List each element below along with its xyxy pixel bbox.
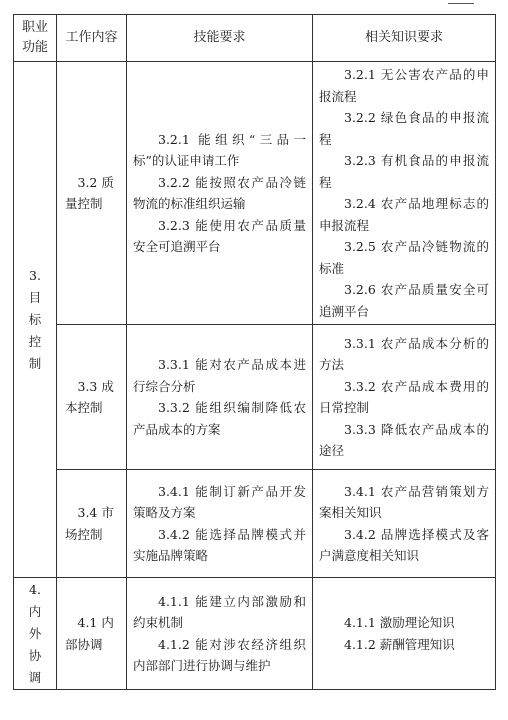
skill-item: 3.4.1 能制订新产品开发策略及方案 — [133, 483, 306, 520]
skill-item: 4.1.2 能对涉农经济组织内部部门进行协调与维护 — [133, 636, 306, 673]
knowledge-item: 3.4.1 农产品营销策划方案相关知识 — [319, 483, 489, 520]
knowledge-item: 3.2.1 无公害农产品的申报流程 — [319, 67, 489, 104]
knowledge-item: 3.2.6 农产品质量安全可追溯平台 — [319, 282, 489, 319]
function-char: 标 — [28, 311, 42, 327]
knowledge-item: 3.4.2 品牌选择模式及客户满意度相关知识 — [319, 526, 489, 563]
function-char: 协 — [28, 647, 42, 663]
header-function-line2: 功能 — [21, 40, 48, 55]
knowledge-item: 3.2.5 农产品冷链物流的标准 — [319, 239, 489, 276]
knowledge-item: 3.2.4 农产品地理标志的申报流程 — [319, 196, 489, 233]
header-function-line1: 职业 — [21, 20, 48, 35]
header-skill-requirements: 技能要求 — [127, 15, 313, 62]
work-content-cell — [57, 325, 127, 470]
function-char: 控 — [28, 333, 42, 349]
knowledge-item: 3.3.1 农产品成本分析的方法 — [319, 335, 489, 372]
knowledge-cell — [313, 470, 496, 578]
table-row — [14, 62, 496, 325]
table-header-row — [14, 15, 496, 62]
function-char: 制 — [28, 355, 42, 371]
work-content-line2: 量控制 — [65, 196, 103, 211]
skill-item: 3.2.2 能按照农产品冷链物流的标准组织运输 — [133, 174, 306, 211]
knowledge-item: 4.1.1 激励理论知识 — [344, 615, 455, 630]
work-content-line1: 3.2 质 — [77, 174, 114, 190]
skill-item: 3.3.2 能组织编制降低农产品成本的方案 — [133, 400, 306, 437]
work-content-line2: 部协调 — [65, 636, 103, 652]
work-content-cell — [57, 470, 127, 578]
function-char: 内 — [28, 603, 42, 619]
function-char: 调 — [28, 669, 42, 685]
skills-cell — [127, 578, 313, 690]
work-content-line2: 场控制 — [65, 526, 103, 542]
function-char: 4. — [29, 581, 41, 597]
skills-standard-table — [13, 14, 496, 690]
knowledge-item: 3.3.2 农产品成本费用的日常控制 — [319, 378, 489, 415]
function-char: 3. — [29, 267, 41, 283]
page-top-rule — [0, 0, 508, 4]
table-row — [14, 578, 496, 690]
function-cell-4 — [14, 578, 57, 690]
knowledge-item: 4.1.2 薪酬管理知识 — [344, 636, 455, 652]
work-content-cell — [57, 62, 127, 325]
header-function — [14, 15, 57, 62]
knowledge-cell — [313, 62, 496, 325]
function-char: 外 — [28, 625, 42, 641]
skill-item: 3.3.1 能对农产品成本进行综合分析 — [133, 357, 306, 394]
header-work-content: 工作内容 — [57, 15, 127, 62]
function-char: 目 — [28, 289, 42, 305]
work-content-line2: 本控制 — [65, 400, 103, 415]
skills-cell — [127, 470, 313, 578]
knowledge-cell — [313, 325, 496, 470]
knowledge-item: 3.3.3 降低农产品成本的途径 — [319, 421, 489, 458]
knowledge-item: 3.2.2 绿色食品的申报流程 — [319, 110, 489, 147]
knowledge-item: 3.2.3 有机食品的申报流程 — [319, 153, 489, 190]
skills-cell — [127, 62, 313, 325]
skill-item: 3.2.1 能组织“三品一标”的认证申请工作 — [133, 131, 306, 168]
skills-cell — [127, 325, 313, 470]
table-row — [14, 470, 496, 578]
function-cell-3 — [14, 62, 57, 578]
header-knowledge-requirements: 相关知识要求 — [313, 15, 496, 62]
skill-item: 3.2.3 能使用农产品质量安全可追溯平台 — [133, 217, 306, 254]
top-rule-mark — [448, 0, 474, 4]
skill-item: 4.1.1 能建立内部激励和约束机制 — [133, 593, 306, 630]
work-content-cell — [57, 578, 127, 690]
skill-item: 3.4.2 能选择品牌模式并实施品牌策略 — [133, 526, 306, 563]
knowledge-cell — [313, 578, 496, 690]
work-content-line1: 3.3 成 — [77, 378, 114, 394]
work-content-line1: 4.1 内 — [77, 615, 114, 630]
work-content-line1: 3.4 市 — [77, 505, 114, 520]
table-row — [14, 325, 496, 470]
